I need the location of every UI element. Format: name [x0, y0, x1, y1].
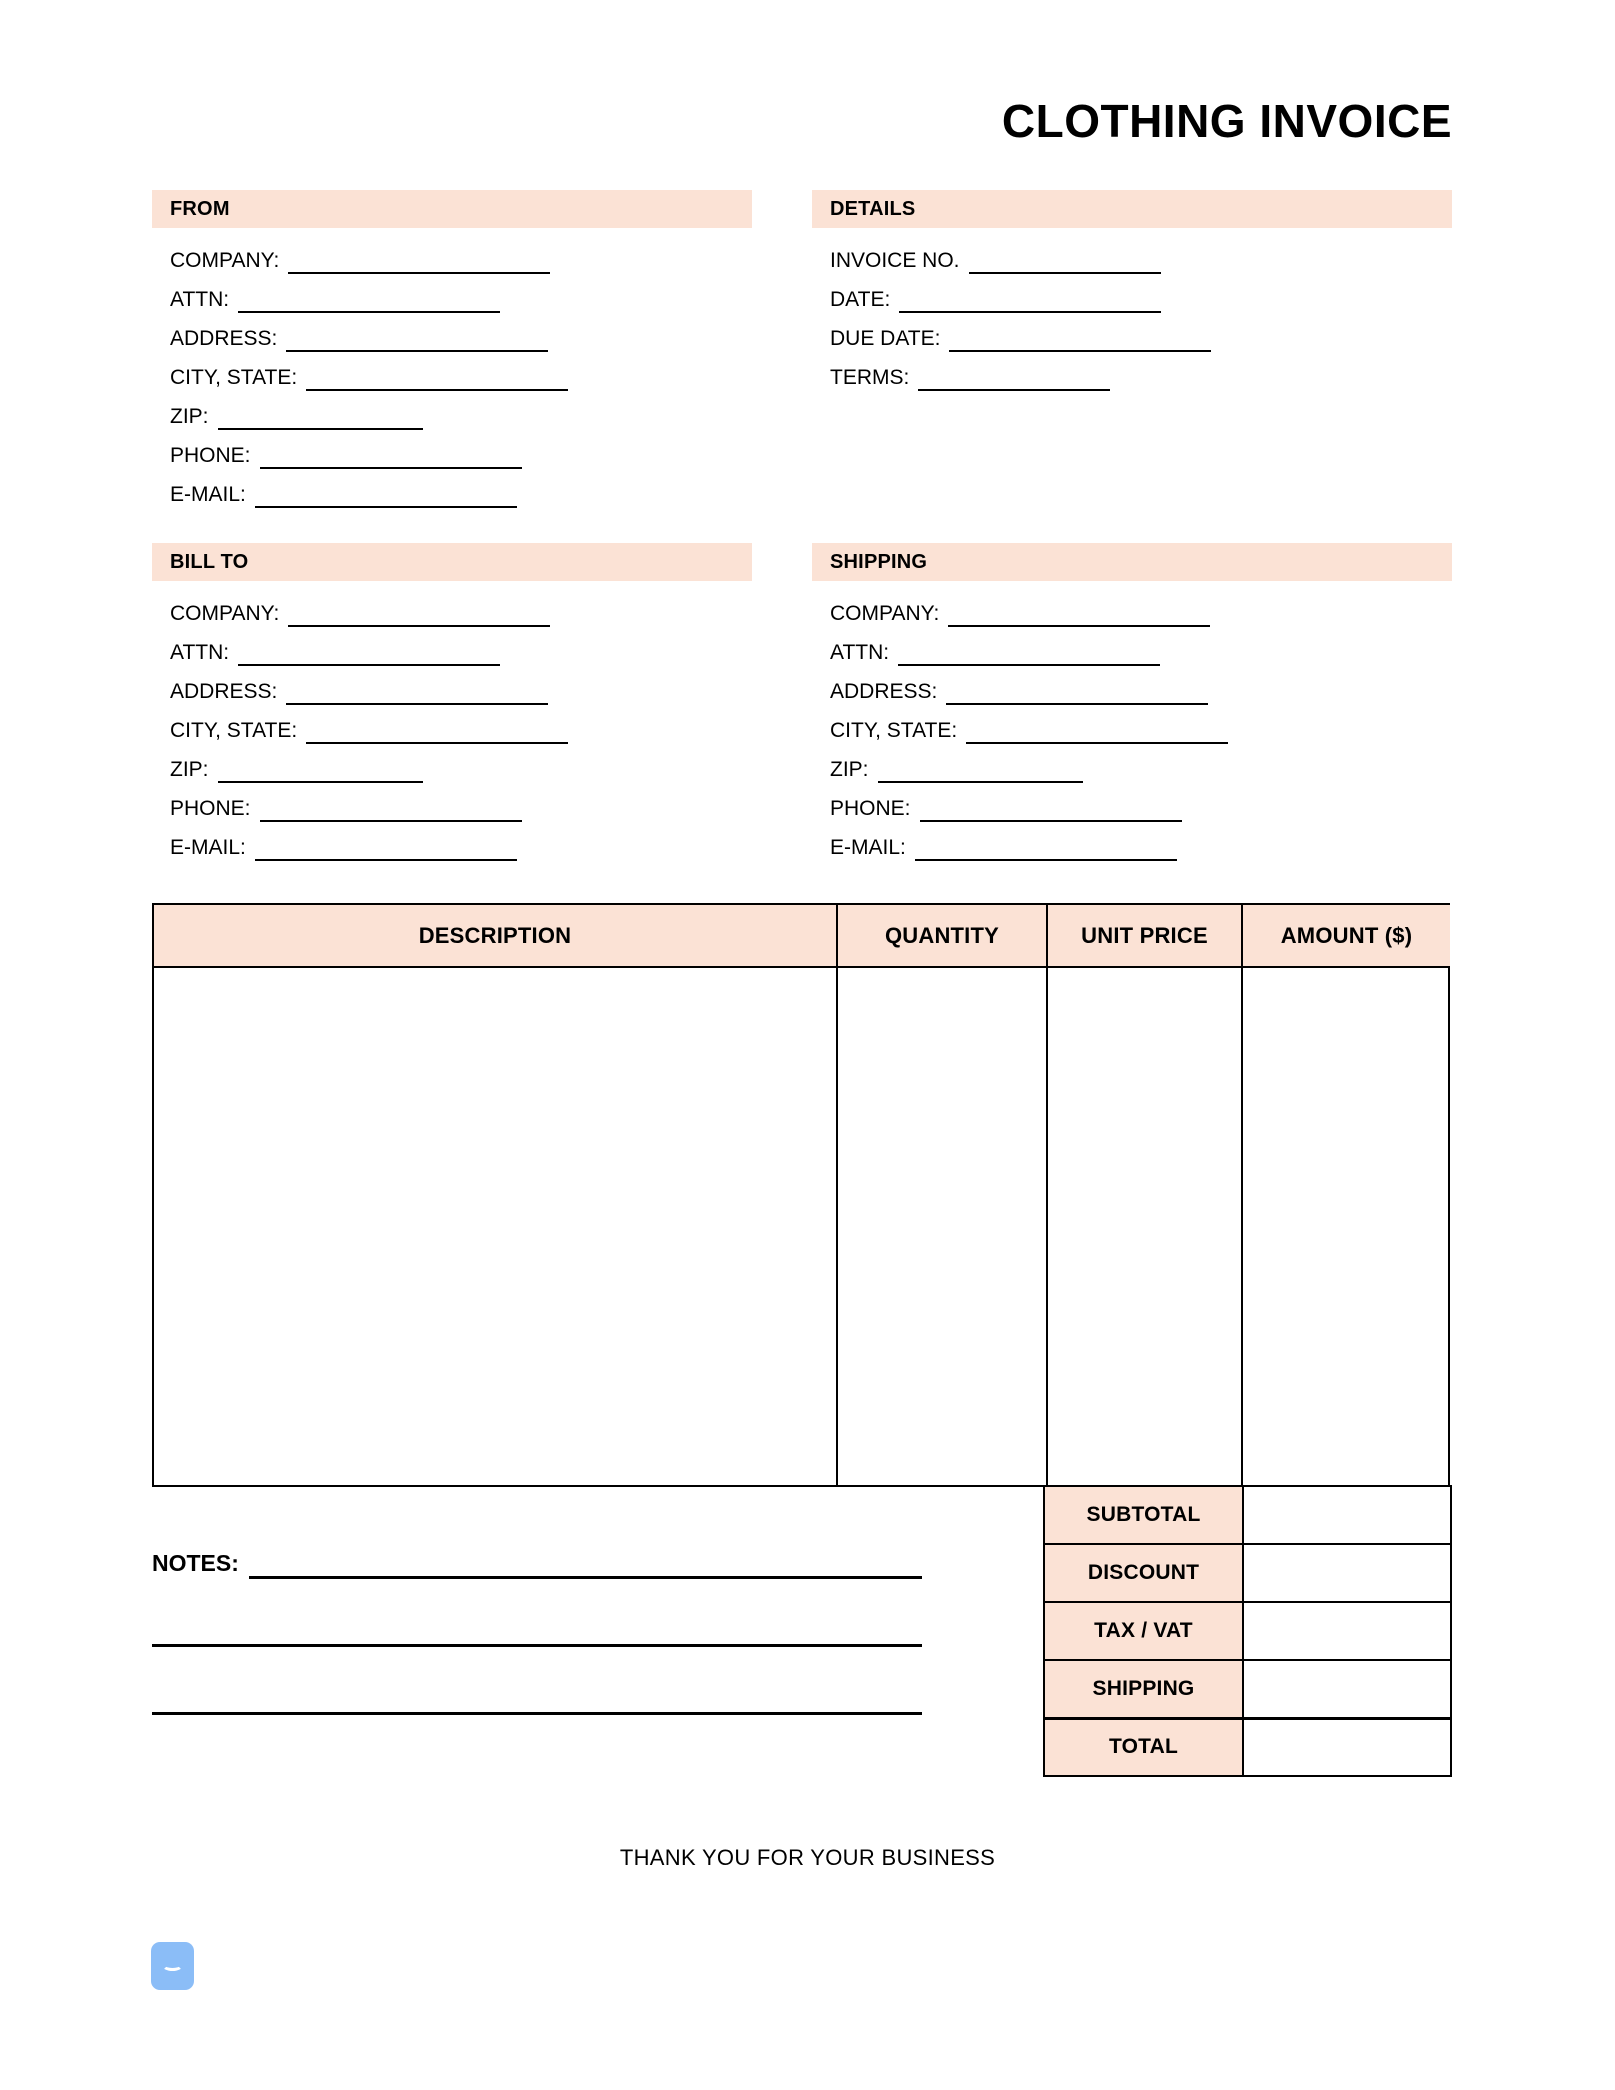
field-input-line[interactable] — [260, 449, 522, 469]
totals-row — [1044, 1718, 1451, 1776]
totals-value[interactable] — [1243, 1602, 1451, 1660]
section-bill-to-fields — [152, 581, 752, 861]
form-field — [152, 666, 752, 705]
cell-description[interactable] — [154, 967, 837, 1485]
form-field — [152, 274, 752, 313]
field-input-line[interactable] — [946, 685, 1208, 705]
field-input-line[interactable] — [966, 724, 1228, 744]
cell-unit-price[interactable] — [1047, 967, 1242, 1485]
notes-block — [152, 1552, 922, 1715]
field-label: CITY, STATE: — [830, 719, 958, 742]
totals-row — [1044, 1486, 1451, 1544]
field-input-line[interactable] — [306, 724, 568, 744]
notes-input-line-1[interactable] — [249, 1557, 922, 1579]
notes-first-line — [152, 1552, 922, 1579]
field-input-line[interactable] — [899, 293, 1161, 313]
form-field — [812, 274, 1452, 313]
notes-label: NOTES: — [152, 1550, 239, 1576]
field-label: ZIP: — [170, 405, 209, 428]
totals-row — [1044, 1660, 1451, 1718]
field-label: ZIP: — [830, 758, 869, 781]
totals-row — [1044, 1602, 1451, 1660]
field-label: DUE DATE: — [830, 327, 941, 350]
section-shipping-header — [812, 543, 1452, 581]
field-label: COMPANY: — [170, 249, 280, 272]
field-input-line[interactable] — [920, 802, 1182, 822]
field-label: COMPANY: — [830, 602, 940, 625]
field-label: ADDRESS: — [830, 680, 938, 703]
section-from-fields — [152, 228, 752, 508]
column-header-amount: AMOUNT ($) — [1242, 905, 1450, 967]
section-details-title: DETAILS — [830, 197, 916, 220]
totals-body — [1044, 1486, 1451, 1776]
field-input-line[interactable] — [948, 607, 1210, 627]
totals-value[interactable] — [1243, 1486, 1451, 1544]
field-label: PHONE: — [170, 797, 251, 820]
form-field — [812, 705, 1452, 744]
form-field — [152, 783, 752, 822]
section-details-header — [812, 190, 1452, 228]
section-from — [152, 190, 752, 508]
form-field — [152, 705, 752, 744]
smile-logo-icon — [151, 1942, 194, 1990]
smile-arc-icon — [162, 1960, 183, 1971]
field-label: ADDRESS: — [170, 327, 278, 350]
form-field — [812, 783, 1452, 822]
totals-value[interactable] — [1243, 1718, 1451, 1776]
field-label: E-MAIL: — [830, 836, 906, 859]
field-input-line[interactable] — [898, 646, 1160, 666]
section-shipping — [812, 543, 1452, 861]
field-input-line[interactable] — [918, 371, 1110, 391]
notes-input-line-3[interactable] — [152, 1647, 922, 1715]
section-shipping-title: SHIPPING — [830, 550, 928, 573]
field-label: PHONE: — [830, 797, 911, 820]
field-label: CITY, STATE: — [170, 366, 298, 389]
field-input-line[interactable] — [915, 841, 1177, 861]
cell-amount[interactable] — [1242, 967, 1450, 1485]
field-label: ADDRESS: — [170, 680, 278, 703]
field-label: INVOICE NO. — [830, 249, 960, 272]
field-input-line[interactable] — [255, 841, 517, 861]
field-label: ATTN: — [170, 641, 230, 664]
totals-label: SUBTOTAL — [1044, 1486, 1243, 1544]
totals-label: DISCOUNT — [1044, 1544, 1243, 1602]
section-bill-to — [152, 543, 752, 861]
field-input-line[interactable] — [286, 332, 548, 352]
section-from-title: FROM — [170, 197, 230, 220]
field-input-line[interactable] — [238, 293, 500, 313]
line-items-body-row — [154, 967, 1450, 1485]
field-input-line[interactable] — [878, 763, 1083, 783]
form-field — [152, 313, 752, 352]
form-field — [152, 627, 752, 666]
field-input-line[interactable] — [218, 763, 423, 783]
section-details-fields — [812, 228, 1452, 391]
section-from-header — [152, 190, 752, 228]
totals-row — [1044, 1544, 1451, 1602]
footer-thank-you: THANK YOU FOR YOUR BUSINESS — [619, 1845, 996, 1870]
field-label: DATE: — [830, 288, 891, 311]
field-input-line[interactable] — [969, 254, 1161, 274]
field-input-line[interactable] — [949, 332, 1211, 352]
form-field — [152, 391, 752, 430]
cell-quantity[interactable] — [837, 967, 1047, 1485]
form-field — [152, 822, 752, 861]
page-title — [152, 95, 1452, 147]
field-label: ZIP: — [170, 758, 209, 781]
form-field — [812, 352, 1452, 391]
line-items-header-row — [154, 905, 1450, 967]
field-input-line[interactable] — [288, 254, 550, 274]
form-field — [812, 235, 1452, 274]
line-items-table — [152, 903, 1450, 1487]
form-field — [812, 666, 1452, 705]
field-label: COMPANY: — [170, 602, 280, 625]
field-label: TERMS: — [830, 366, 910, 389]
column-header-description: DESCRIPTION — [154, 905, 837, 967]
field-label: CITY, STATE: — [170, 719, 298, 742]
form-field — [812, 744, 1452, 783]
form-field — [152, 744, 752, 783]
totals-label: TAX / VAT — [1044, 1602, 1243, 1660]
totals-label: SHIPPING — [1044, 1660, 1243, 1718]
field-input-line[interactable] — [255, 488, 517, 508]
field-label: E-MAIL: — [170, 483, 246, 506]
form-field — [152, 235, 752, 274]
field-label: ATTN: — [830, 641, 890, 664]
column-header-unit-price: UNIT PRICE — [1047, 905, 1242, 967]
field-input-line[interactable] — [306, 371, 568, 391]
column-header-quantity: QUANTITY — [837, 905, 1047, 967]
totals-value[interactable] — [1243, 1660, 1451, 1718]
field-input-line[interactable] — [286, 685, 548, 705]
section-bill-to-header — [152, 543, 752, 581]
section-shipping-fields — [812, 581, 1452, 861]
field-label: PHONE: — [170, 444, 251, 467]
form-field — [812, 588, 1452, 627]
form-field — [812, 822, 1452, 861]
field-input-line[interactable] — [218, 410, 423, 430]
field-input-line[interactable] — [288, 607, 550, 627]
form-field — [152, 588, 752, 627]
section-bill-to-title: BILL TO — [170, 550, 249, 573]
form-field — [812, 313, 1452, 352]
field-label: ATTN: — [170, 288, 230, 311]
notes-input-line-2[interactable] — [152, 1579, 922, 1647]
field-input-line[interactable] — [238, 646, 500, 666]
totals-table — [1043, 1485, 1450, 1777]
field-input-line[interactable] — [260, 802, 522, 822]
field-label: E-MAIL: — [170, 836, 246, 859]
totals-label: TOTAL — [1044, 1718, 1243, 1776]
form-field — [152, 352, 752, 391]
document-title: CLOTHING INVOICE — [1001, 95, 1452, 147]
form-field — [152, 430, 752, 469]
totals-value[interactable] — [1243, 1544, 1451, 1602]
section-details — [812, 190, 1452, 391]
form-field — [812, 627, 1452, 666]
form-field — [152, 469, 752, 508]
